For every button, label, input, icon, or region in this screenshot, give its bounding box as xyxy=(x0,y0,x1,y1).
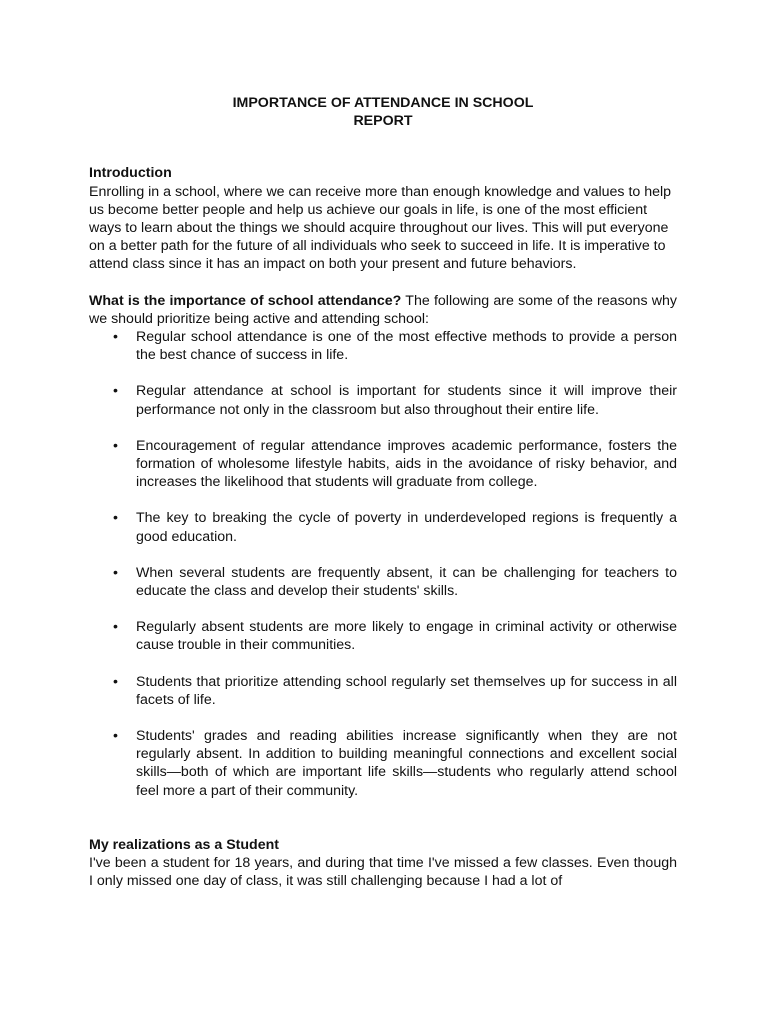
list-item xyxy=(89,618,677,654)
list-item-text: Students that prioritize attending school regularly set themselves up for success in all facets of life. xyxy=(136,673,677,708)
bullet-icon: • xyxy=(113,437,118,454)
list-item-text: The key to breaking the cycle of poverty in underdeveloped regions is frequently a good education. xyxy=(136,510,677,545)
bullet-icon: • xyxy=(113,510,118,527)
document-title xyxy=(89,94,677,130)
realizations-section xyxy=(89,836,677,891)
list-item-text: Regularly absent students are more likely to engage in criminal activity or otherwise cause trouble in their communities. xyxy=(136,619,677,654)
list-item xyxy=(89,727,677,800)
list-item-text: When several students are frequently absent, it can be challenging for teachers to educate the class and develop their students' skills. xyxy=(136,564,677,600)
list-item xyxy=(89,382,677,418)
importance-section xyxy=(89,292,677,800)
introduction-text: Enrolling in a school, where we can receive more than enough knowledge and values to help us become better people and help us achieve our goals in life, is one of the most efficient ways to learn about the things we should acquire throughout our lives. This will put everyone on a better path for the future of all individuals who seek to succeed in life. It is imperative to attend class since it has an impact on both your present and future behaviors. xyxy=(89,183,672,273)
bullet-icon: • xyxy=(113,673,118,690)
importance-list xyxy=(89,328,677,800)
bullet-icon: • xyxy=(113,383,118,400)
bullet-icon: • xyxy=(113,564,118,581)
bullet-icon: • xyxy=(113,329,118,346)
list-item xyxy=(89,673,677,709)
list-item-text: Students' grades and reading abilities increase significantly when they are not regularly absent. In addition to building meaningful connections and excellent social skills—both of which are important life skills—students who regularly attend school feel more a part of their community. xyxy=(136,728,677,799)
bullet-icon: • xyxy=(113,728,118,745)
introduction-heading: Introduction xyxy=(89,165,172,182)
title-line-1: IMPORTANCE OF ATTENDANCE IN SCHOOL xyxy=(232,95,534,111)
introduction-section xyxy=(89,164,677,273)
importance-heading: What is the importance of school attendance? xyxy=(89,292,402,309)
importance-intro-text: The following are some of the reasons why we should prioritize being active and attending school: xyxy=(89,292,677,327)
list-item xyxy=(89,509,677,545)
title-line-2: REPORT xyxy=(353,113,413,130)
list-item xyxy=(89,564,677,600)
realizations-text: I've been a student for 18 years, and during that time I've missed a few classes. Even though I only missed one day of class, it was still challenging because I had a lot of xyxy=(89,855,677,890)
list-item xyxy=(89,437,677,492)
list-item-text: Regular school attendance is one of the most effective methods to provide a person the best chance of success in life. xyxy=(136,329,677,364)
list-item-text: Regular attendance at school is important for students since it will improve their performance not only in the classroom but also throughout their entire life. xyxy=(136,383,677,418)
bullet-icon: • xyxy=(113,619,118,636)
list-item xyxy=(89,328,677,364)
importance-paragraph xyxy=(89,292,677,328)
document-page xyxy=(89,94,677,891)
realizations-heading: My realizations as a Student xyxy=(89,836,280,853)
list-item-text: Encouragement of regular attendance improves academic performance, fosters the formation of wholesome lifestyle habits, aids in the avoidance of risky behavior, and increases the likelihood that students will graduate from college. xyxy=(136,437,677,491)
